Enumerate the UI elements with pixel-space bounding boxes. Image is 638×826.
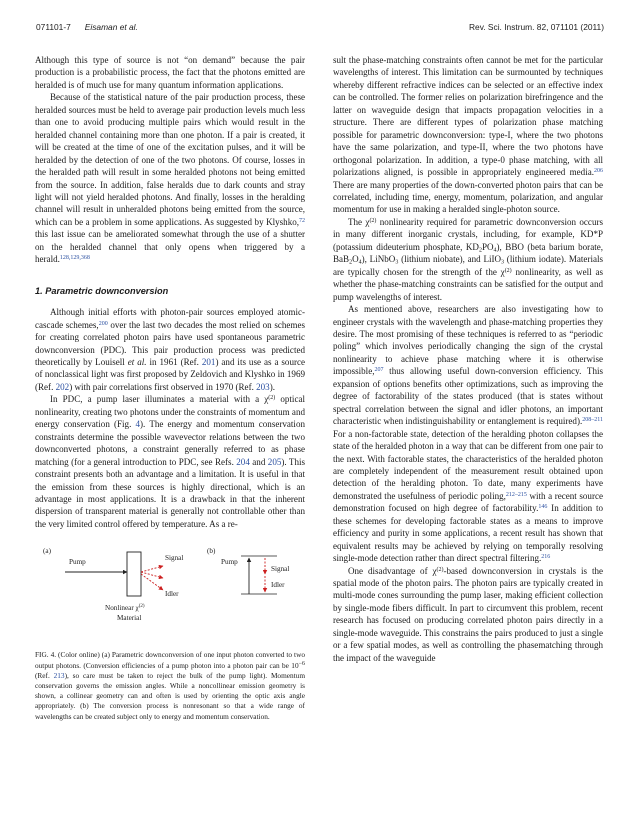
- text: optical nonlinearity, creating two photons under the constraints of momentum and energy conservation (Fig.: [35, 394, 305, 430]
- subscript: 4: [358, 259, 362, 266]
- reference-link[interactable]: 212–215: [505, 491, 527, 498]
- reference-link[interactable]: 203: [256, 381, 270, 392]
- figure-4-diagram: [35, 544, 305, 644]
- text: ), BBO (beta barium borate, BaB: [333, 241, 603, 265]
- text: with a recent source demonstration focused on high degree of factorability.: [333, 490, 603, 514]
- section-heading: 1. Parametric downconversion: [35, 285, 169, 296]
- header-authors: [85, 22, 138, 32]
- reference-link[interactable]: 207: [374, 367, 384, 374]
- right-column: [333, 54, 603, 664]
- text: thus allowing useful down-conversion efficiency. This expansion of options benefits other optimizations, such as improving the degree of factorability of the states produced (that is states without spectral correlation between the signal and idler photons, an important characteristic when indistinguishability or entanglement is required).: [333, 366, 603, 427]
- paragraph: [333, 54, 603, 216]
- superscript: (2): [369, 217, 377, 224]
- left-column: [35, 54, 305, 722]
- pump-label-a: Pump: [69, 558, 86, 567]
- paragraph: [35, 393, 305, 530]
- reference-link[interactable]: 216: [541, 554, 551, 561]
- text: Because of the statistical nature of the pair production process, these heralded sources must be held to average pair production levels much less than one to avoid producing multiple pairs which would result in the heralded channel containing more than one photon. If a pair is created, it will be created at the time of one of the excitation pulses, and it will be heralded by the detection of one of the two photons. Of course, losses in the heralded path will result in some heralded photons not being emitted from the source. In addition, false heralds due to dark counts and stray light will not yield heralded photons. And finally, losses in the heralding channel will result in unheralded photons being emitted from the source, which can be a problem in some applications. As suggested by Klyshko,: [35, 92, 305, 227]
- superscript: (2): [268, 395, 276, 402]
- reference-link[interactable]: 205: [267, 456, 282, 467]
- running-header: [36, 22, 604, 36]
- reference-link[interactable]: 200: [98, 320, 108, 327]
- text: -based downconversion in crystals is the spatial mode of the photon pairs. The photon pairs are typically created in multi-mode cones surrounding the pump laser, making efficient collection by single-mode fibers difficult. In part to circumvent this problem, recent research has focused on producing correlated photon pairs directly in a single-mode waveguide. This constrains the pairs produced to just a single or a few spatial modes, as well as controlling the phasematching through the impact of the waveguide: [333, 565, 603, 663]
- reference-link[interactable]: 202: [55, 381, 70, 392]
- figure-4: [35, 544, 305, 644]
- reference-link[interactable]: 146: [538, 504, 548, 511]
- paragraph: [333, 216, 603, 303]
- subscript: 2: [349, 259, 353, 266]
- panel-a-label: (a): [43, 547, 51, 556]
- text: In addition to these schemes for developing factorable states as a means to improve efficiency and purity in some applications, a recent result has shown that equivalent results may be achieved by relying on temporally resolving single-mode detection rather than direct spectral filtering.: [333, 503, 604, 564]
- header-left: [36, 22, 138, 32]
- panel-b-label: (b): [207, 547, 216, 556]
- subscript: 3: [501, 259, 505, 266]
- text: ). This constraint presents both an advantage and a limitation. It is useful in that the emission from these sources is highly directional, which is an advantage in most applications. It is a drawback in that the inherent dispersion of transparent material is generally not controllable other than the very limited control offered by temperature. As a re-: [35, 456, 306, 529]
- page-id: 071101-7: [36, 22, 71, 32]
- text: (lithium niobate), and LiIO: [398, 254, 502, 265]
- text: ), LiNbO: [361, 254, 396, 265]
- text: As mentioned above, researchers are also investigating how to engineer crystals with the wavelength and phase-matching properties they desire. The most promising of these techniques is referred to as “periodic poling” which involves periodically changing the sign of the crystal nonlinearity to achieve phase matching where it is otherwise impossible,: [333, 304, 603, 377]
- material-label: Material: [117, 614, 142, 623]
- text: O: [352, 254, 359, 265]
- idler-arrow-mid: [141, 572, 163, 578]
- reference-link[interactable]: 201: [201, 356, 216, 367]
- subscript: 2: [478, 247, 482, 254]
- text: Although initial efforts with photon-pair sources employed atomic-cascade schemes,: [35, 307, 305, 330]
- text: ) with pair correlations first observed in 1970 (Ref.: [69, 381, 257, 392]
- idler-arrow: [141, 574, 163, 590]
- subscript: 3: [395, 259, 399, 266]
- text: (lithium iodate). Materials are typically chosen for the strength of the χ: [333, 254, 604, 277]
- authors-text: Eisaman et al.: [84, 22, 138, 32]
- superscript: −6: [298, 660, 305, 667]
- signal-arrow: [141, 566, 163, 572]
- text: nonlinearity, as well as whether the phase-matching constraints can be satisfied for the output and pump wavelengths of interest.: [333, 266, 603, 302]
- text: For a non-factorable state, detection of the heralding photon collapses the state of the heralded photon in a way that can be different from one pair to the next. With factorable states, the characteristics of the heralded photon are completely independent of the measurement result obtained upon detection of the heralding photon. To date, many experiments have demonstrated the usefulness of periodic poling,: [333, 428, 603, 501]
- text: ).: [269, 381, 275, 392]
- paragraph: [35, 54, 305, 91]
- nonlinear-label: Nonlinear $\chi^{(2)}$: [105, 604, 145, 613]
- text: One disadvantage of χ: [348, 565, 437, 576]
- paragraph: [35, 306, 305, 393]
- text: PO: [481, 241, 494, 252]
- text: In PDC, a pump laser illuminates a material with a χ: [50, 394, 269, 405]
- text: ) and its use as a source of nonclassical light was first proposed by Zeldovich and Klyshko in 1969 (Ref.: [35, 356, 306, 392]
- reference-link[interactable]: 204: [236, 456, 250, 467]
- paragraph: [333, 303, 603, 565]
- nonlinear-crystal: [127, 552, 141, 596]
- text: nonlinearity required for parametric downconversion occurs in many different inorganic crystals, including, for example, KD*P (potassium dideuterium phosphate, KD: [333, 216, 604, 252]
- paragraph: [35, 91, 305, 265]
- idler-label-b: Idler: [271, 581, 285, 590]
- text: FIG. 4. (Color online) (a) Parametric downconversion of one input photon converted to two output photons. (Conversion efficiencies of a pump photon into a photon pair can be 10: [35, 650, 305, 670]
- text: Although this type of source is not “on demand” because the pair production is a probabilistic process, the fact that the photons emitted are heralded is of much use for many quantum information applications.: [35, 55, 305, 90]
- idler-label-a: Idler: [165, 590, 179, 599]
- text: ). The energy and momentum conservation constraints determine the possible wavevector relations between the two downconverted photons, a constraint generally referred to as phase matching (for a general introduction to PDC, see Refs.: [35, 419, 305, 467]
- text: There are many properties of the down-converted photon pairs that can be correlated, including time, energy, momentum, polarization, and angular momentum for use in making a heralded single-photon source.: [333, 179, 603, 215]
- paragraph: [333, 565, 603, 665]
- text: et al.: [127, 356, 147, 367]
- text: over the last two decades the most relied on schemes for creating correlated photon pairs have used spontaneous parametric downconversion (PDC). This pair production process was predicted theoretically by Louisell: [35, 319, 305, 367]
- signal-label-a: Signal: [165, 554, 184, 563]
- reference-link[interactable]: 213: [53, 670, 65, 680]
- text: The χ: [348, 216, 370, 227]
- superscript: (2): [504, 267, 512, 274]
- pump-label-b: Pump: [221, 558, 238, 567]
- text: in 1961 (Ref.: [146, 356, 202, 367]
- text: this last issue can be ameliorated somewhat through the use of a shutter on the heralded channel that only opens when triggered by a herald.: [35, 229, 305, 265]
- superscript: (2): [436, 566, 444, 573]
- text: sult the phase-matching constraints often cannot be met for the particular wavelengths of interest. This limitation can be surmounted by techniques whereby different refractive indices can be selected or an effective index can be controlled. The former relies on polarization birefringence and the latter on waveguide design that impacts propagation velocities in a structure. There are different types of polarization phase matching possible for parametric downconversion: type-I, where the two photons have the same polarization, and type-II, where the two photons have orthogonal polarization. In addition, a type-0 phase matching, with all polarizations aligned, is possible in appropriately engineered media.: [333, 55, 603, 178]
- text: (Ref.: [35, 670, 54, 680]
- text: and: [249, 456, 268, 467]
- text: ), so care must be taken to reject the bulk of the pump light). Momentum conservation governs the emission angles. While a noncollinear emission geometry is shown, a collinear geometry can and often is used by orienting the optic axis angle appropriately. (b) The conversion process is nonresonant so that a wide range of wavelengths can be created subject only to energy and momentum conservation.: [35, 670, 305, 721]
- journal-citation: Rev. Sci. Instrum. 82, 071101 (2011): [469, 22, 604, 32]
- figure-caption: [35, 650, 305, 721]
- reference-link[interactable]: 208–211: [582, 417, 603, 424]
- reference-link[interactable]: 206: [594, 168, 603, 175]
- signal-label-b: Signal: [271, 565, 290, 574]
- subscript: 4: [493, 247, 497, 254]
- figure-link[interactable]: 4: [135, 419, 141, 430]
- reference-link[interactable]: 72: [299, 217, 305, 224]
- reference-link[interactable]: 128,129,368: [59, 255, 90, 262]
